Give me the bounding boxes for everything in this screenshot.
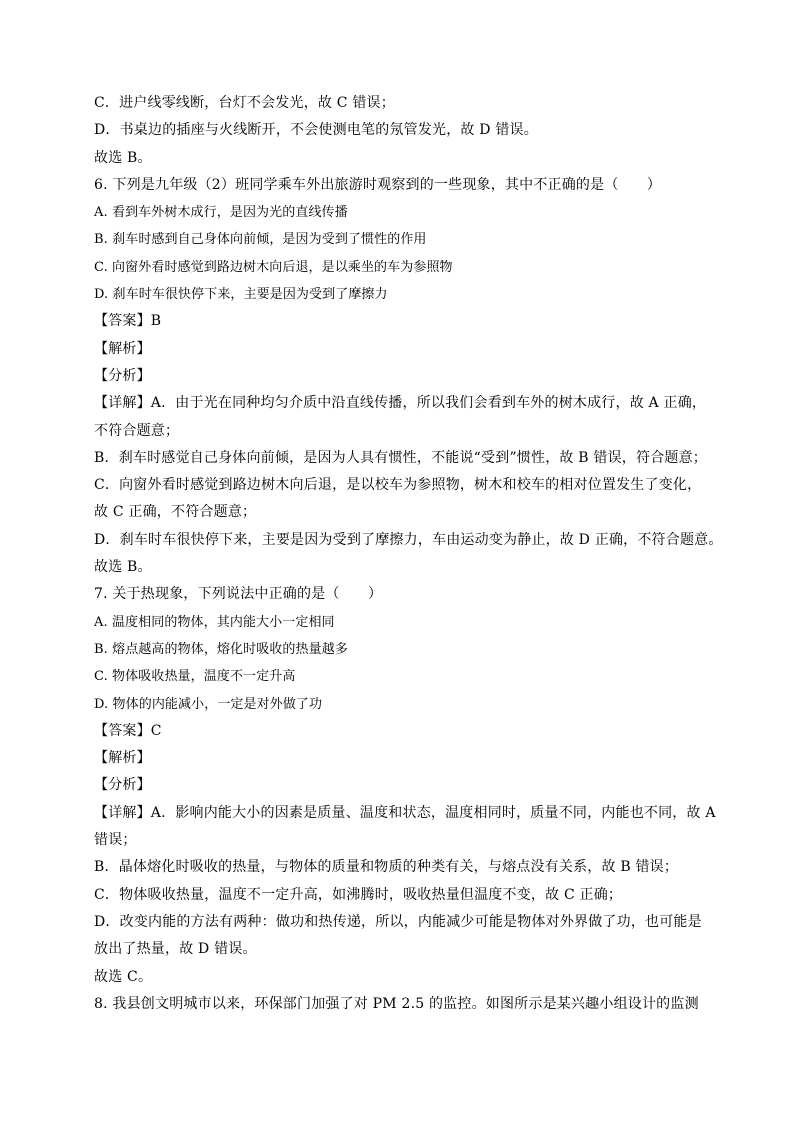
fenxi-label: 【分析】 [94,777,151,794]
explanation-line: B．晶体熔化时吸收的热量，与物体的质量和物质的种类有关，与熔点没有关系，故 B 错误； [94,859,679,876]
question-6-option-c: C. 向窗外看时感觉到路边树木向后退，是以乘坐的车为参照物 [94,259,453,275]
text-line: 故选 B。 [94,149,152,166]
question-7-option-a: A. 温度相同的物体，其内能大小一定相同 [94,614,335,630]
question-7-option-b: B. 熔点越高的物体，熔化时吸收的热量越多 [94,641,348,657]
explanation-line: 故 C 正确，不符合题意； [94,504,257,521]
question-6-stem: 6. 下列是九年级（2）班同学乘车外出旅游时观察到的一些现象，其中不正确的是（ ） [94,176,662,193]
explanation-line: D．刹车时车很快停下来，主要是因为受到了摩擦力，车由运动变为静止，故 D 正确，不符合题意。 [94,531,723,548]
analysis-label: 【解析】 [94,340,151,357]
text-line: 故选 B。 [94,559,152,576]
explanation-line: 错误； [94,832,137,849]
explanation-line: C．物体吸收热量，温度不一定升高，如沸腾时，吸收热量但温度不变，故 C 正确； [94,886,623,903]
explanation-line: 【详解】A．影响内能大小的因素是质量、温度和状态，温度相同时，质量不同，内能也不同，故 A [94,804,716,821]
text-line: C．进户线零线断，台灯不会发光，故 C 错误； [94,95,395,111]
document-page [94,90,723,1018]
question-6-option-a: A. 看到车外树木成行，是因为光的直线传播 [94,205,348,221]
question-6-option-b: B. 刹车时感到自己身体向前倾，是因为受到了惯性的作用 [94,232,427,248]
fenxi-label: 【分析】 [94,367,151,384]
question-8-stem: 8. 我县创文明城市以来，环保部门加强了对 PM 2.5 的监控。如图所示是某兴趣小组设计的监测 [94,995,699,1012]
analysis-label: 【解析】 [94,750,151,767]
explanation-line: 放出了热量，故 D 错误。 [94,941,257,958]
question-7-stem: 7. 关于热现象，下列说法中正确的是（ ） [94,586,383,603]
explanation-line: 不符合题意； [94,422,180,439]
explanation-line: B．刹车时感觉自己身体向前倾，是因为人具有惯性，不能说“受到”惯性，故 B 错误，符合题意； [94,449,707,466]
explanation-line: D．改变内能的方法有两种：做功和热传递，所以，内能减少可能是物体对外界做了功，也可能是 [94,913,702,930]
answer-label: 【答案】C [94,722,162,739]
question-7-option-d: D. 物体的内能减小，一定是对外做了功 [94,696,323,712]
text-line: D．书桌边的插座与火线断开，不会使测电笔的氖管发光，故 D 错误。 [94,122,538,139]
explanation-line: 【详解】A．由于光在同种均匀介质中沿直线传播，所以我们会看到车外的树木成行，故 A 正确， [94,395,707,412]
text-line: 故选 C。 [94,968,153,985]
question-7-option-c: C. 物体吸收热量，温度不一定升高 [94,669,296,685]
answer-label: 【答案】B [94,313,162,330]
explanation-line: C．向窗外看时感觉到路边树木向后退，是以校车为参照物，树木和校车的相对位置发生了变化， [94,477,702,494]
question-6-option-d: D. 刹车时车很快停下来，主要是因为受到了摩擦力 [94,287,388,303]
